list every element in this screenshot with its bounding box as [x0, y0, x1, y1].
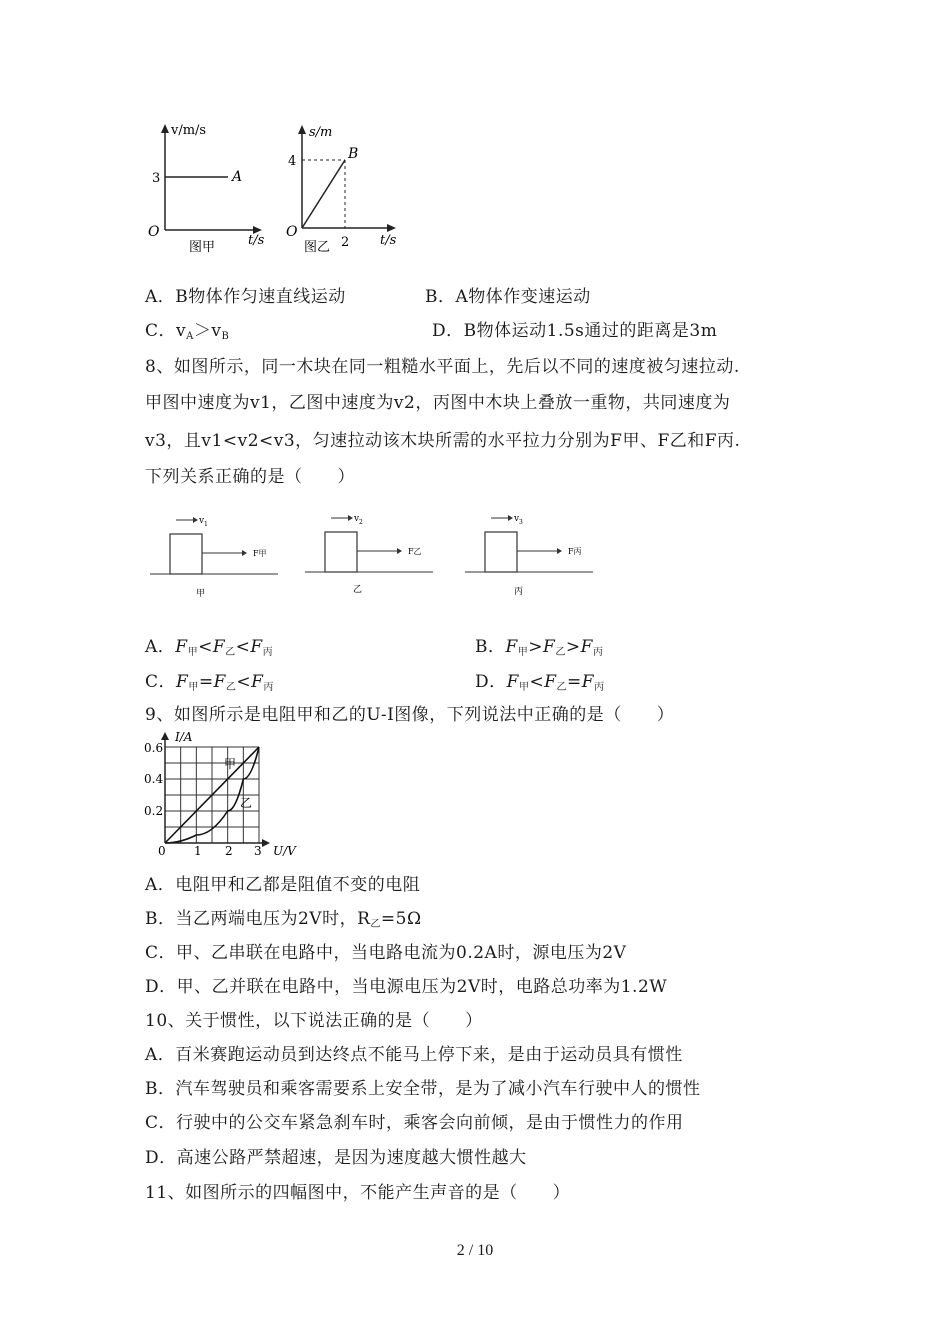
q8-figure-bing	[463, 505, 603, 605]
q9-y-tick-02: 0.2	[144, 804, 164, 818]
jia-tick-y: 3	[152, 171, 161, 186]
yi-series-b-label: B	[348, 146, 359, 162]
q8-figure-jia	[148, 505, 288, 605]
q8-jia-v-sub: 1	[204, 521, 208, 528]
q8-option-b[interactable]	[475, 632, 603, 658]
q9-y-tick-06: 0.6	[144, 741, 164, 755]
q9-option-b[interactable]	[145, 904, 422, 930]
yi-caption: 图乙	[304, 240, 331, 255]
q8-b-prefix: B．	[475, 637, 506, 657]
q8-option-a[interactable]	[145, 632, 273, 658]
q10-option-d[interactable]: D．高速公路严禁超速，是因为速度越大惯性越大	[145, 1148, 527, 1168]
yi-y-label: s/m	[309, 125, 333, 140]
q9-option-d[interactable]: D．甲、乙并联在电路中，当电源电压为2V时，电路总功率为1.2W	[145, 977, 668, 997]
q8-bing-v-arrowhead	[508, 515, 513, 521]
q8-stem-line-4: 下列关系正确的是（ ）	[145, 467, 355, 487]
q8-a-op1: <	[198, 637, 213, 657]
q8-d-f3: F	[581, 672, 595, 692]
q8-c-f1: F	[176, 672, 189, 692]
q8-stem-line-2: 甲图中速度为v1，乙图中速度为v2，丙图中木块上叠放一重物，共同速度为	[145, 393, 731, 413]
q8-d-prefix: D．	[475, 672, 507, 692]
q8-bing-caption: 丙	[514, 587, 524, 597]
q8-c-f2: F	[213, 672, 226, 692]
q8-yi-v-arrowhead	[348, 515, 353, 521]
q8-d-s3: 丙	[594, 682, 605, 693]
q7-option-c-v: v	[176, 321, 187, 341]
q8-d-f1: F	[506, 672, 519, 692]
q9-label-yi: 乙	[240, 796, 253, 810]
q8-yi-v-label: v	[354, 514, 360, 524]
jia-caption: 图甲	[189, 240, 216, 255]
q8-a-f3: F	[250, 637, 263, 657]
q8-d-op2: =	[566, 672, 582, 692]
q9-option-b-prefix: B．当乙两端电压为2V时，R	[145, 909, 371, 929]
q8-c-f3: F	[251, 672, 264, 692]
q9-y-tick-04: 0.4	[144, 772, 164, 786]
q8-a-s1: 甲	[187, 647, 199, 658]
q8-figure-yi	[303, 503, 443, 603]
q8-c-op1: =	[198, 672, 214, 692]
jia-y-label: v/m/s	[171, 123, 207, 138]
q8-yi-caption: 乙	[353, 585, 363, 595]
q9-option-b-suffix: =5Ω	[380, 909, 422, 929]
q10-option-b[interactable]: B．汽车驾驶员和乘客需要系上安全带，是为了减小汽车行驶中人的惯性	[145, 1079, 701, 1099]
q9-option-a[interactable]: A．电阻甲和乙都是阻值不变的电阻	[145, 875, 421, 895]
q8-c-s1: 甲	[188, 682, 199, 693]
q9-x-arrow	[262, 839, 270, 847]
q7-option-c-gt: ＞v	[193, 321, 222, 341]
q8-c-s2: 乙	[225, 682, 237, 693]
q8-stem-line-3: v3，且v1<v2<v3，匀速拉动该木块所需的水平拉力分别为F甲、F乙和F丙.	[145, 431, 741, 451]
q10-option-a[interactable]: A．百米赛跑运动员到达终点不能马上停下来，是由于运动员具有惯性	[145, 1045, 683, 1065]
q9-x-label: U/V	[273, 844, 296, 858]
q8-yi-v-sub: 2	[359, 519, 363, 526]
q7-option-b[interactable]: B．A物体作变速运动	[425, 287, 591, 307]
q8-bing-f-label: F丙	[568, 547, 582, 556]
q8-yi-f-arrowhead	[397, 548, 402, 554]
q7-graph-yi	[282, 118, 412, 258]
q8-jia-caption: 甲	[196, 589, 206, 599]
q9-y-label: I/A	[175, 730, 193, 744]
q9-origin: 0	[158, 844, 166, 858]
q9-label-jia: 甲	[224, 757, 237, 771]
q8-b-op1: >	[528, 637, 544, 657]
q8-jia-block	[170, 534, 202, 574]
q9-option-b-sub: 乙	[370, 919, 381, 930]
q9-ui-graph	[140, 728, 300, 863]
q8-b-s1: 甲	[517, 647, 529, 658]
q11-stem: 11、如图所示的四幅图中，不能产生声音的是（ ）	[145, 1183, 571, 1203]
q8-d-s2: 乙	[556, 682, 567, 693]
q8-a-f2: F	[212, 637, 226, 657]
q7-option-a[interactable]: A．B物体作匀速直线运动	[145, 287, 346, 307]
q7-option-c-sub1: A	[186, 331, 194, 342]
q10-stem: 10、关于惯性，以下说法正确的是（ ）	[145, 1011, 483, 1031]
q7-option-c-prefix: C．	[145, 321, 177, 341]
q9-y-arrow	[161, 732, 169, 740]
q8-a-prefix: A．	[145, 637, 176, 657]
yi-tick-x: 2	[341, 235, 350, 250]
q7-option-c-sub2: B	[221, 331, 230, 342]
q8-d-s1: 甲	[518, 682, 530, 693]
q8-bing-block	[485, 532, 517, 572]
q8-d-f2: F	[544, 672, 557, 692]
yi-tick-y: 4	[288, 154, 297, 169]
q10-option-c[interactable]: C．行驶中的公交车紧急刹车时，乘客会向前倾，是由于惯性力的作用	[145, 1113, 684, 1133]
q8-jia-f-arrowhead	[242, 550, 247, 556]
q8-bing-v-label: v	[514, 514, 520, 524]
q8-stem-line-1: 8、如图所示，同一木块在同一粗糙水平面上，先后以不同的速度被匀速拉动.	[145, 357, 740, 377]
q8-a-f1: F	[175, 637, 188, 657]
q8-b-f3: F	[580, 637, 593, 657]
q9-x-tick-1: 1	[194, 844, 202, 858]
yi-series-b-line	[302, 160, 345, 228]
q8-b-s3: 丙	[592, 647, 604, 658]
q8-yi-f-label: F乙	[408, 547, 422, 556]
page-number: 2 / 10	[456, 1242, 494, 1259]
q8-jia-v-arrowhead	[193, 517, 198, 523]
q8-a-s2: 乙	[225, 647, 236, 658]
q8-a-s3: 丙	[262, 647, 274, 658]
q8-b-f2: F	[543, 637, 556, 657]
q8-option-d[interactable]	[475, 667, 605, 693]
q8-jia-v-label: v	[199, 516, 205, 526]
q8-a-op2: <	[235, 637, 251, 657]
q8-b-f1: F	[505, 637, 518, 657]
q8-b-op2: >	[565, 637, 581, 657]
q8-option-c[interactable]	[145, 667, 274, 693]
q8-c-s3: 丙	[263, 682, 274, 693]
q7-graph-jia	[140, 118, 270, 258]
q9-stem: 9、如图所示是电阻甲和乙的U-I图像，下列说法中正确的是（ ）	[145, 705, 675, 725]
jia-origin: O	[148, 224, 160, 240]
q8-b-s2: 乙	[555, 647, 566, 658]
q8-c-prefix: C．	[145, 672, 177, 692]
yi-y-arrow	[298, 125, 306, 134]
q8-bing-f-arrowhead	[557, 548, 562, 554]
jia-y-arrow	[161, 124, 169, 133]
q9-x-tick-3: 3	[254, 844, 262, 858]
q8-c-op2: <	[236, 672, 252, 692]
jia-x-label: t/s	[248, 233, 265, 248]
q8-bing-v-sub: 3	[519, 519, 523, 526]
q7-option-c[interactable]	[145, 316, 229, 342]
jia-series-a-label: A	[232, 169, 243, 185]
yi-x-label: t/s	[380, 233, 397, 248]
q9-x-tick-2: 2	[225, 844, 233, 858]
q8-jia-f-label: F甲	[253, 549, 267, 558]
yi-origin: O	[286, 224, 298, 240]
q9-option-c[interactable]: C．甲、乙串联在电路中，当电路电流为0.2A时，源电压为2V	[145, 943, 627, 963]
q8-yi-block	[325, 532, 357, 572]
q7-option-d[interactable]: D．B物体运动1.5s通过的距离是3m	[432, 321, 718, 341]
q8-d-op1: <	[529, 672, 545, 692]
yi-x-arrow	[387, 224, 396, 232]
